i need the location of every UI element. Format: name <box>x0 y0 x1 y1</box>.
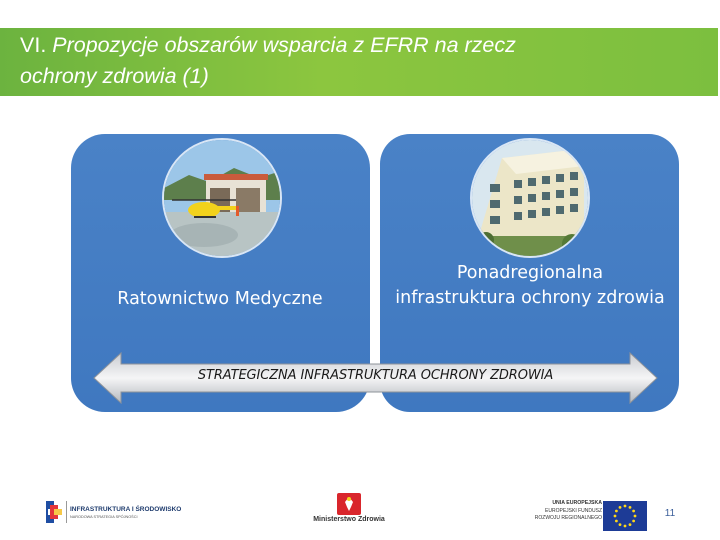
card-label-emergency-medicine: Ratownictwo Medyczne <box>117 289 323 309</box>
logo1-title: INFRASTRUKTURA I ŚRODOWISKO <box>70 506 182 513</box>
helicopter-photo <box>162 138 282 258</box>
eu-logo-text <box>520 500 602 528</box>
title-line2: ochrony zdrowia (1) <box>20 64 209 88</box>
eu-line1: UNIA EUROPEJSKA <box>552 500 602 506</box>
eu-line2: EUROPEJSKI FUNDUSZ <box>545 507 602 514</box>
eu-flag-icon <box>603 501 647 531</box>
eu-line3: ROZWOJU REGIONALNEGO <box>534 515 602 521</box>
title-line1: Propozycje obszarów wsparcia z EFRR na rzecz <box>52 33 516 57</box>
logo2-text: Ministerstwo Zdrowia <box>313 516 385 523</box>
arrow-label: STRATEGICZNA INFRASTRUKTURA OCHRONY ZDROWIA <box>197 368 554 383</box>
ministry-of-health-logo <box>311 493 387 527</box>
infrastructure-environment-logo <box>44 497 194 527</box>
slide-title-bar <box>0 28 718 96</box>
logo1-subtitle: NARODOWA STRATEGIA SPÓJNOŚCI <box>70 515 138 519</box>
double-arrow <box>93 352 658 404</box>
page-number: 11 <box>664 508 676 519</box>
card-label-supraregional-infrastructure: Ponadregionalna infrastruktura ochrony zdrowia <box>395 263 665 308</box>
slide-title <box>20 30 718 92</box>
title-prefix: VI. <box>20 33 53 57</box>
hospital-building-photo <box>470 138 590 258</box>
